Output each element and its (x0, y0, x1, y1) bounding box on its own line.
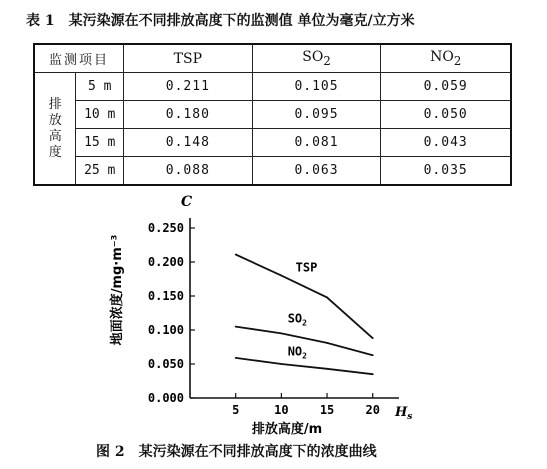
cell-no2: 0.050 (381, 101, 511, 129)
y-axis-symbol: C (181, 194, 193, 210)
cell-so2: 0.063 (252, 157, 381, 186)
header-no2-sub: 2 (453, 53, 462, 68)
row-height: 25 m (76, 157, 124, 186)
series-label-no2 (288, 345, 307, 361)
series-label-so2 (288, 312, 307, 328)
row-group-char: 放 (48, 112, 62, 128)
series-label-main: NO (287, 344, 303, 359)
x-tick-label: 20 (365, 403, 380, 417)
monitoring-table (33, 43, 512, 186)
table-caption: 表 1 某污染源在不同排放高度下的监测值 单位为毫克/立方米 (26, 13, 415, 29)
figure-caption: 图 2 某污染源在不同排放高度下的浓度曲线 (96, 444, 377, 460)
header-no2 (381, 44, 511, 73)
x-axis-symbol-sub: s (407, 412, 413, 422)
cell-tsp: 0.211 (124, 73, 253, 101)
row-group-char: 高 (48, 128, 62, 144)
data-point-no2 (372, 373, 374, 375)
series-label-main: SO (287, 311, 303, 326)
header-tsp (124, 44, 253, 73)
chart-series (235, 254, 374, 375)
row-group-char: 度 (48, 144, 62, 160)
data-point-so2 (280, 333, 282, 335)
header-so2-sub: 2 (323, 53, 331, 68)
y-tick-label: 0.000 (147, 391, 184, 405)
header-so2 (252, 44, 381, 73)
y-tick-label: 0.200 (147, 255, 184, 269)
chart-axes (190, 218, 399, 398)
table-row (34, 129, 511, 157)
x-tick-label: 15 (319, 403, 335, 417)
data-point-tsp (280, 275, 282, 277)
cell-so2: 0.105 (252, 73, 381, 101)
x-axis-symbol-main: H (395, 405, 408, 420)
data-point-so2 (372, 354, 374, 356)
row-height: 15 m (76, 129, 124, 157)
header-tsp-label: TSP (173, 50, 203, 67)
row-height: 10 m (76, 101, 124, 129)
concentration-chart (100, 190, 420, 438)
header-no2-label: NO (430, 49, 454, 66)
table-row (34, 157, 511, 186)
table-row (34, 101, 511, 129)
series-label-main: TSP (295, 260, 318, 275)
y-axis-label: 地面浓度/mg·m⁻³ (110, 234, 125, 346)
data-point-so2 (326, 342, 328, 344)
data-point-no2 (280, 363, 282, 365)
x-axis-symbol (394, 405, 412, 422)
series-label-tsp (296, 261, 318, 275)
x-axis-label: 排放高度/m (251, 422, 323, 437)
row-group-char: 排 (48, 96, 62, 112)
row-group-label (34, 73, 76, 186)
y-tick-label: 0.150 (147, 289, 184, 303)
header-monitor-item: 监测项目 (34, 44, 124, 73)
data-point-tsp (235, 254, 237, 256)
cell-no2: 0.043 (381, 129, 511, 157)
table-header-row (34, 44, 511, 73)
data-point-so2 (235, 326, 237, 328)
y-tick-label: 0.050 (147, 357, 184, 371)
cell-so2: 0.095 (252, 101, 381, 129)
x-tick-label: 5 (232, 403, 240, 417)
row-height: 5 m (76, 73, 124, 101)
data-point-tsp (372, 337, 374, 339)
series-label-sub: 2 (302, 351, 307, 361)
cell-no2: 0.035 (381, 157, 511, 186)
cell-tsp: 0.180 (124, 101, 253, 129)
series-label-sub: 2 (302, 318, 307, 328)
chart-ticks (148, 221, 380, 417)
x-tick-label: 10 (274, 403, 289, 417)
y-tick-label: 0.250 (147, 221, 184, 235)
cell-no2: 0.059 (381, 73, 511, 101)
table-row (34, 73, 511, 101)
data-point-no2 (235, 357, 237, 359)
header-so2-label: SO (302, 49, 324, 66)
y-tick-label: 0.100 (147, 323, 184, 337)
data-point-tsp (326, 296, 328, 298)
cell-tsp: 0.088 (124, 157, 253, 186)
cell-so2: 0.081 (252, 129, 381, 157)
cell-tsp: 0.148 (124, 129, 253, 157)
data-point-no2 (326, 368, 328, 370)
